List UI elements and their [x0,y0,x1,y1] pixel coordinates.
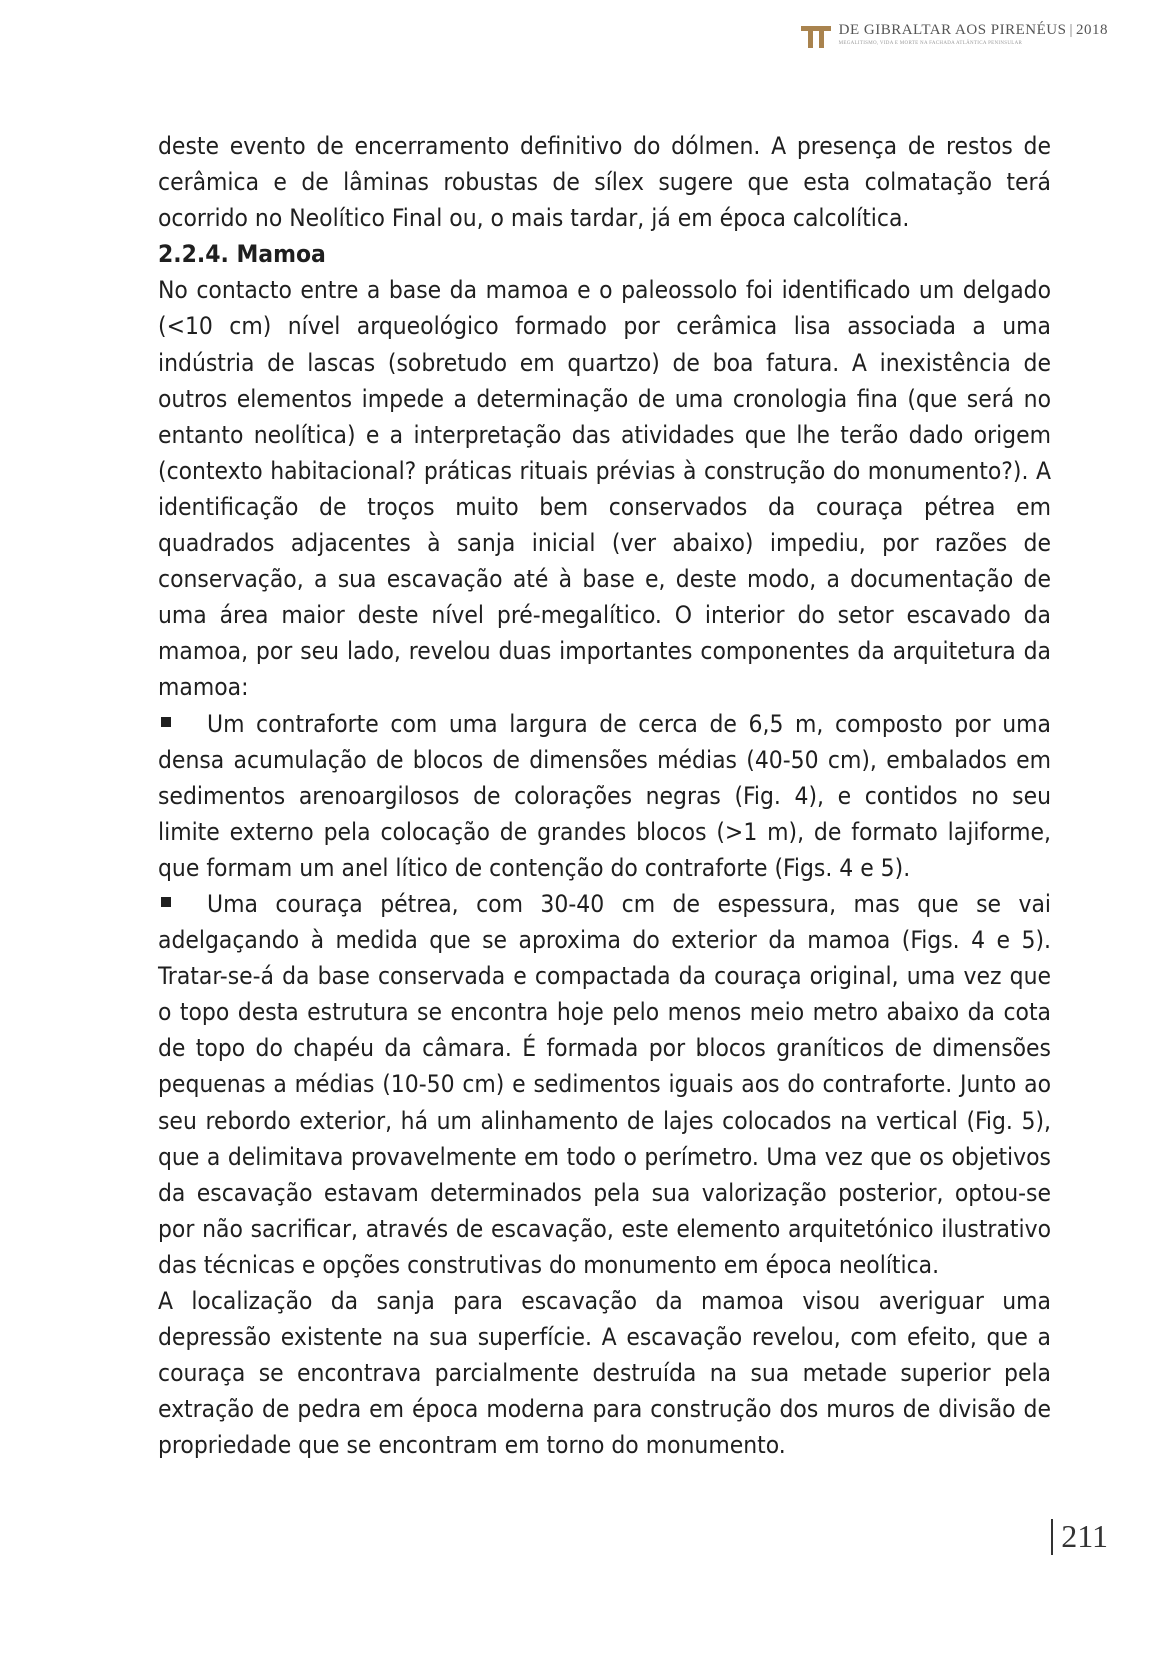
header-title: DE GIBRALTAR AOS PIRENÉUS [838,22,1067,38]
header-separator: | [1069,22,1073,38]
header-title-row [839,22,1108,39]
paragraph-intro: deste evento de encerramento definitivo do dólmen. A presença de restos de cerâmica e de lâminas robustas de sílex sugere que esta colmatação terá ocorrido no Neolítico Final ou, o mais tardar, já em época calcolítica. [158,131,1051,233]
header-text-block [839,22,1108,46]
paragraph-sanja: A localização da sanja para escavação da mamoa visou averiguar uma depressão existente na sua superfície. A escavação revelou, com efeito, que a couraça se encontrava parcialmente destruída na sua metade superior pela extração de pedra em época moderna para construção dos muros de divisão de propriedade que se encontram em torno do monumento. [158,1286,1051,1460]
bullet-square-icon [161,897,171,907]
running-header [801,22,1108,50]
publication-logo-icon [801,24,831,50]
bullet-square-icon [161,717,171,727]
page-number-text: 211 [1061,1518,1108,1554]
section-heading: 2.2.4. Mamoa [158,239,326,269]
header-subtitle: MEGALITISMO, VIDA E MORTE NA FACHADA ATLÂNTICA PENINSULAR [838,41,1023,46]
bullet-item-contraforte [158,706,1051,886]
bullet-item-couraca [158,886,1051,1283]
bullet-text-couraca: Uma couraça pétrea, com 30-40 cm de espessura, mas que se vai adelgaçando à medida que se aproxima do exterior da mamoa (Figs. 4 e 5). Tratar-se-á da base conservada e compactada da couraça original, uma vez que o topo desta estrutura se encontra hoje pelo menos meio metro abaixo da cota de topo do chapéu da câmara. É formada por blocos graníticos de dimensões pequenas a médias (10-50 cm) e sedimentos iguais aos do contraforte. Junto ao seu rebordo exterior, há um alinhamento de lajes colocados na vertical (Fig. 5), que a delimitava provavelmente em todo o perímetro. Uma vez que os objetivos da escavação estavam determinados pela sua valorização posterior, optou-se por não sacrificar, através de escavação, este elemento arquitetónico ilustrativo das técnicas e opções construtivas do monumento em época neolítica. [158,888,1051,1279]
bullet-text-contraforte: Um contraforte com uma largura de cerca de 6,5 m, composto por uma densa acumulação de blocos de dimensões médias (40-50 cm), embalados em sedimentos arenoargilosos de colorações negras (Fig. 4), e contidos no seu limite externo pela colocação de grandes blocos (>1 m), de formato lajiforme, que formam um anel lítico de contenção do contraforte (Figs. 4 e 5). [158,708,1051,882]
page-number [1051,1518,1108,1555]
header-year: 2018 [1076,22,1108,38]
page-number-rule [1051,1519,1053,1555]
paragraph-mamoa: No contacto entre a base da mamoa e o paleossolo foi identificado um delgado (<10 cm) nível arqueológico formado por cerâmica lisa associada a uma indústria de lascas (sobretudo em quartzo) de boa fatura. A inexistência de outros elementos impede a determinação de uma cronologia fina (que será no entanto neolítica) e a interpretação das atividades que lhe terão dado origem (contexto habitacional? práticas rituais prévias à construção do monumento?). A identificação de troços muito bem conservados da couraça pétrea em quadrados adjacentes à sanja inicial (ver abaixo) impediu, por razões de conservação, a sua escavação até à base e, deste modo, a documentação de uma área maior deste nível pré-megalítico. O interior do setor escavado da mamoa, por seu lado, revelou duas importantes componentes da arquitetura da mamoa: [158,275,1051,702]
body-text [158,128,1051,1463]
